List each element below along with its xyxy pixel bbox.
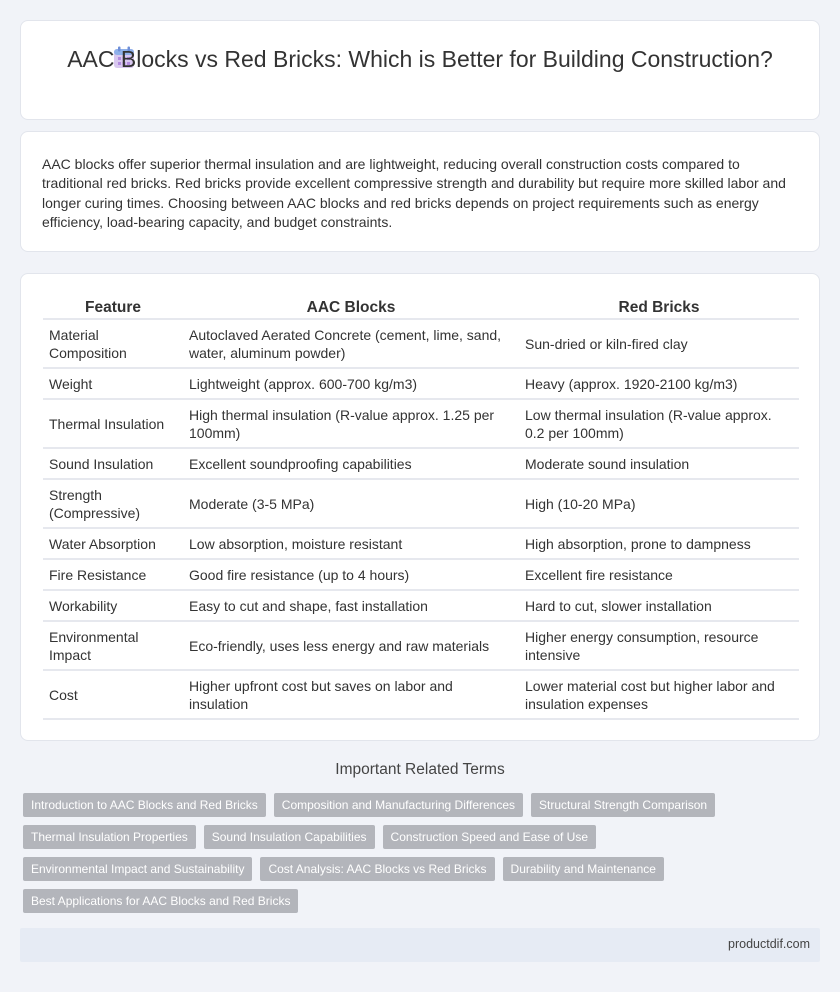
aac-cell: Higher upfront cost but saves on labor and insulation bbox=[183, 670, 519, 719]
table-row bbox=[43, 528, 799, 559]
related-term-tag[interactable]: Composition and Manufacturing Differences bbox=[274, 793, 523, 817]
brick-cell: Lower material cost but higher labor and insulation expenses bbox=[519, 670, 799, 719]
related-term-tag[interactable]: Environmental Impact and Sustainability bbox=[23, 857, 252, 881]
related-term-tag[interactable]: Durability and Maintenance bbox=[503, 857, 664, 881]
brick-cell: Excellent fire resistance bbox=[519, 559, 799, 590]
related-terms-list bbox=[23, 793, 823, 921]
aac-cell: Moderate (3-5 MPa) bbox=[183, 479, 519, 528]
aac-cell: High thermal insulation (R-value approx. 1.25 per 100mm) bbox=[183, 399, 519, 448]
header-red-bricks: Red Bricks bbox=[519, 297, 799, 319]
header-feature: Feature bbox=[43, 297, 183, 319]
feature-cell: Strength (Compressive) bbox=[43, 479, 183, 528]
comparison-table bbox=[43, 297, 799, 720]
feature-cell: Water Absorption bbox=[43, 528, 183, 559]
brick-cell: Sun-dried or kiln-fired clay bbox=[519, 319, 799, 368]
table-row bbox=[43, 479, 799, 528]
related-term-tag[interactable]: Best Applications for AAC Blocks and Red Bricks bbox=[23, 889, 298, 913]
brick-cell: Heavy (approx. 1920-2100 kg/m3) bbox=[519, 368, 799, 399]
table-row bbox=[43, 559, 799, 590]
related-term-tag[interactable]: Introduction to AAC Blocks and Red Bricks bbox=[23, 793, 266, 817]
brick-cell: Higher energy consumption, resource intensive bbox=[519, 621, 799, 670]
table-header-row bbox=[43, 297, 799, 319]
table-row bbox=[43, 368, 799, 399]
feature-cell: Thermal Insulation bbox=[43, 399, 183, 448]
brick-cell: High (10-20 MPa) bbox=[519, 479, 799, 528]
page-title: AAC Blocks vs Red Bricks: Which is Better for Building Construction? bbox=[67, 46, 773, 72]
related-term-tag[interactable]: Cost Analysis: AAC Blocks vs Red Bricks bbox=[260, 857, 494, 881]
brick-cell: Low thermal insulation (R-value approx. 0.2 per 100mm) bbox=[519, 399, 799, 448]
footer-site-name[interactable]: productdif.com bbox=[728, 937, 810, 951]
brick-cell: Moderate sound insulation bbox=[519, 448, 799, 479]
aac-cell: Good fire resistance (up to 4 hours) bbox=[183, 559, 519, 590]
aac-cell: Easy to cut and shape, fast installation bbox=[183, 590, 519, 621]
intro-paragraph: AAC blocks offer superior thermal insulation and are lightweight, reducing overall construction costs compared to traditional red bricks. Red bricks provide excellent compressive strength and durability but require more skilled labor and longer curing times. Choosing between AAC blocks and red bricks depends on project requirements such as energy efficiency, load-bearing capacity, and budget constraints. bbox=[42, 156, 786, 230]
header-aac-blocks: AAC Blocks bbox=[183, 297, 519, 319]
related-term-tag[interactable]: Construction Speed and Ease of Use bbox=[383, 825, 596, 849]
table-row bbox=[43, 621, 799, 670]
aac-cell: Lightweight (approx. 600-700 kg/m3) bbox=[183, 368, 519, 399]
table-row bbox=[43, 590, 799, 621]
feature-cell: Fire Resistance bbox=[43, 559, 183, 590]
aac-cell: Eco-friendly, uses less energy and raw materials bbox=[183, 621, 519, 670]
aac-cell: Autoclaved Aerated Concrete (cement, lime, sand, water, aluminum powder) bbox=[183, 319, 519, 368]
feature-cell: Workability bbox=[43, 590, 183, 621]
feature-cell: Cost bbox=[43, 670, 183, 719]
footer bbox=[20, 928, 820, 962]
related-term-tag[interactable]: Thermal Insulation Properties bbox=[23, 825, 196, 849]
table-row bbox=[43, 399, 799, 448]
aac-cell: Excellent soundproofing capabilities bbox=[183, 448, 519, 479]
brick-cell: High absorption, prone to dampness bbox=[519, 528, 799, 559]
related-terms-title: Important Related Terms bbox=[335, 761, 505, 778]
comparison-card bbox=[20, 273, 820, 741]
related-term-tag[interactable]: Structural Strength Comparison bbox=[531, 793, 715, 817]
feature-cell: Weight bbox=[43, 368, 183, 399]
table-row bbox=[43, 319, 799, 368]
table-row bbox=[43, 448, 799, 479]
table-row bbox=[43, 670, 799, 719]
title-card bbox=[20, 20, 820, 120]
feature-cell: Material Composition bbox=[43, 319, 183, 368]
feature-cell: Environmental Impact bbox=[43, 621, 183, 670]
feature-cell: Sound Insulation bbox=[43, 448, 183, 479]
related-term-tag[interactable]: Sound Insulation Capabilities bbox=[204, 825, 375, 849]
brick-cell: Hard to cut, slower installation bbox=[519, 590, 799, 621]
aac-cell: Low absorption, moisture resistant bbox=[183, 528, 519, 559]
intro-card bbox=[20, 131, 820, 252]
